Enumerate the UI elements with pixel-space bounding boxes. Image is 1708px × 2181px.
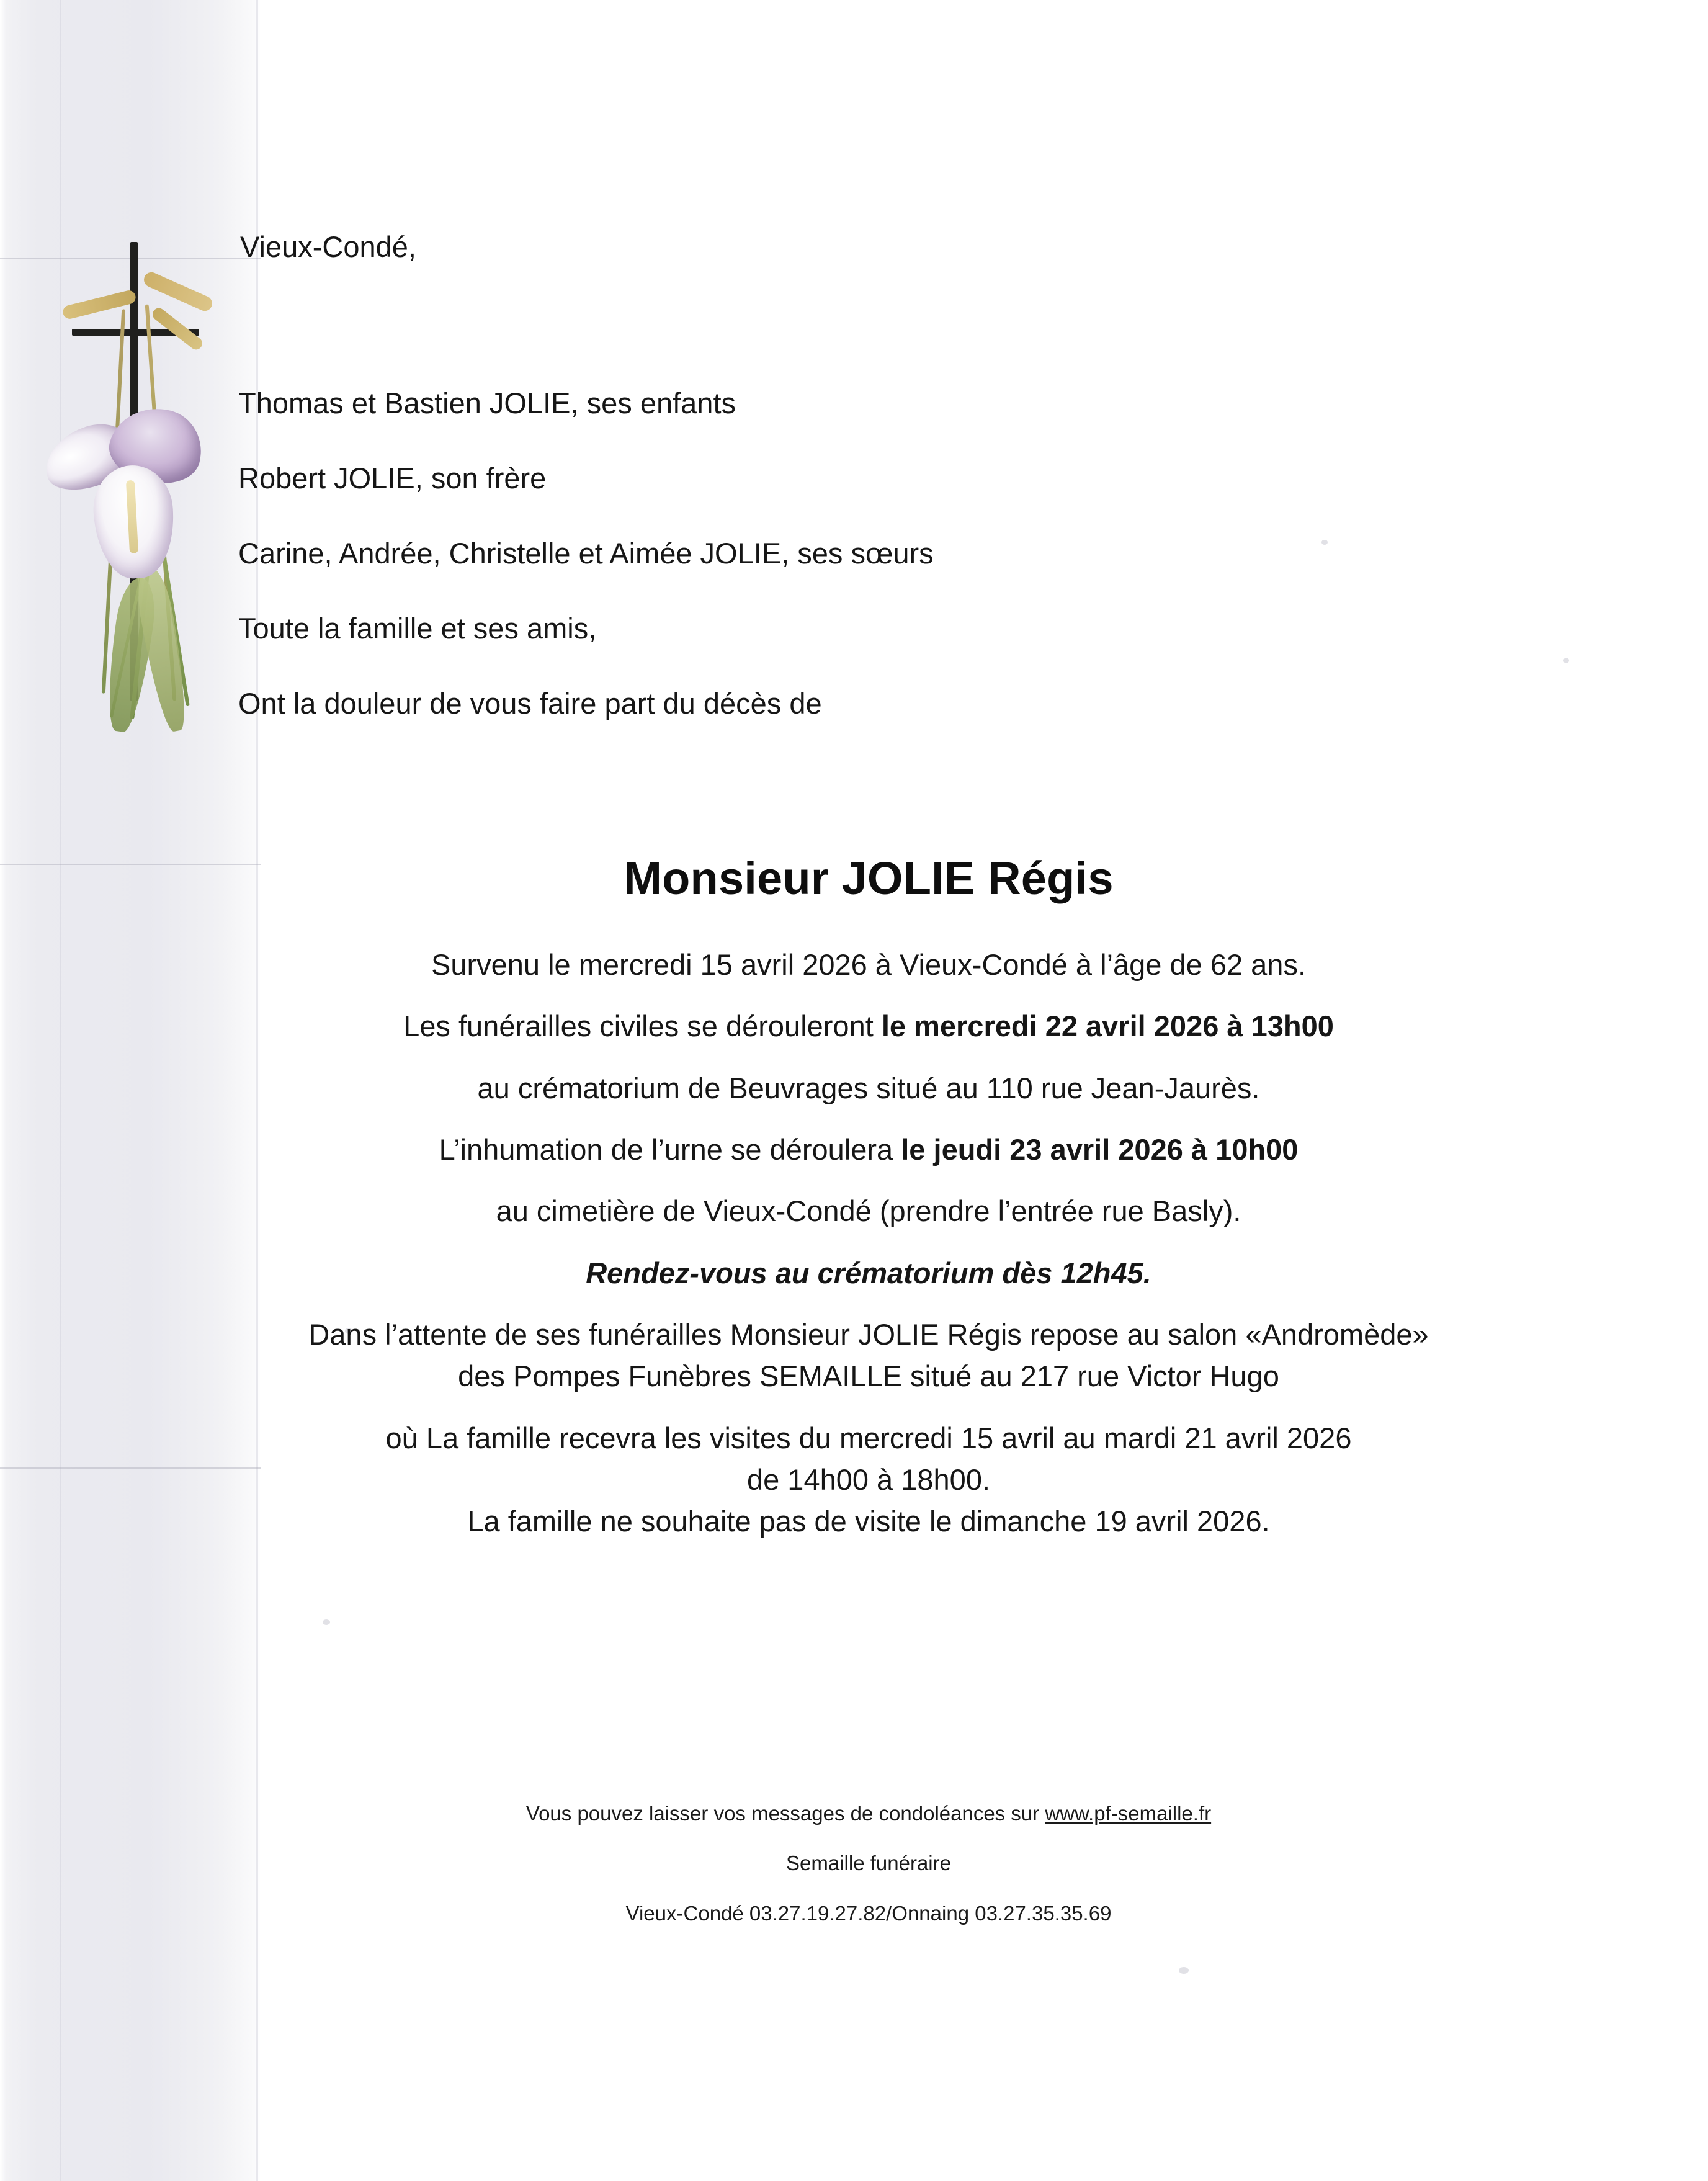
death-notice-line: Survenu le mercredi 15 avril 2026 à Vieux-Condé à l’âge de 62 ans. [431, 948, 1306, 981]
burial-intro: L’inhumation de l’urne se déroulera [439, 1133, 901, 1167]
notice-footer [248, 1803, 1489, 1952]
family-line-relatives: Toute la famille et ses amis, [238, 612, 597, 645]
announcement-lead: Ont la douleur de vous faire part du décès de [238, 687, 822, 720]
deceased-name: Monsieur JOLIE Régis [624, 853, 1114, 904]
family-line-children: Thomas et Bastien JOLIE, ses enfants [238, 387, 736, 419]
decorative-left-band [0, 0, 261, 2181]
burial-datetime: le jeudi 23 avril 2026 à 10h00 [901, 1133, 1299, 1167]
company-phones: Vieux-Condé 03.27.19.27.82/Onnaing 03.27.35.35.69 [625, 1901, 1112, 1925]
condolences-prefix: Vous pouvez laisser vos messages de condoléances sur [525, 1802, 1045, 1825]
repose-line-2: des Pompes Funèbres SEMAILLE situé au 217 rue Victor Hugo [458, 1359, 1279, 1393]
repose-block [248, 1319, 1489, 1495]
company-name: Semaille funéraire [786, 1852, 951, 1875]
city-line: Vieux-Condé, [240, 230, 416, 263]
funeral-place: au crématorium de Beuvrages situé au 110 rue Jean-Jaurès. [477, 1071, 1260, 1104]
death-notice-document [238, 0, 1708, 2181]
family-line-sisters: Carine, Andrée, Christelle et Aimée JOLIE, ses sœurs [238, 537, 934, 570]
wheat-ear-icon [141, 270, 215, 313]
burial-place: au cimetière de Vieux-Condé (prendre l’entrée rue Basly). [496, 1194, 1241, 1228]
scan-artifact-line [0, 1467, 261, 1469]
funeral-datetime: le mercredi 22 avril 2026 à 13h00 [881, 1010, 1334, 1043]
cross-and-calla-lily-icon [37, 230, 236, 869]
condolences-line [248, 1803, 1489, 1825]
wheat-ear-icon [61, 289, 137, 320]
family-line-brother: Robert JOLIE, son frère [238, 462, 547, 495]
notice-body [248, 949, 1489, 1568]
no-visit-line: La famille ne souhaite pas de visite le dimanche 19 avril 2026. [467, 1505, 1270, 1538]
funeral-intro: Les funérailles civiles se dérouleront [403, 1010, 882, 1043]
repose-line-4: de 14h00 à 18h00. [746, 1463, 991, 1497]
repose-line-3: où La famille recevra les visites du mercredi 15 avril au mardi 21 avril 2026 [385, 1421, 1352, 1454]
meeting-point-line: Rendez-vous au crématorium dès 12h45. [586, 1256, 1151, 1289]
burial-line [248, 1134, 1489, 1165]
family-list [238, 388, 934, 764]
repose-line-1: Dans l’attente de ses funérailles Monsieur JOLIE Régis repose au salon «Andromède» [308, 1318, 1429, 1351]
funeral-line [248, 1011, 1489, 1041]
condolences-website-link[interactable]: www.pf-semaille.fr [1045, 1802, 1212, 1825]
